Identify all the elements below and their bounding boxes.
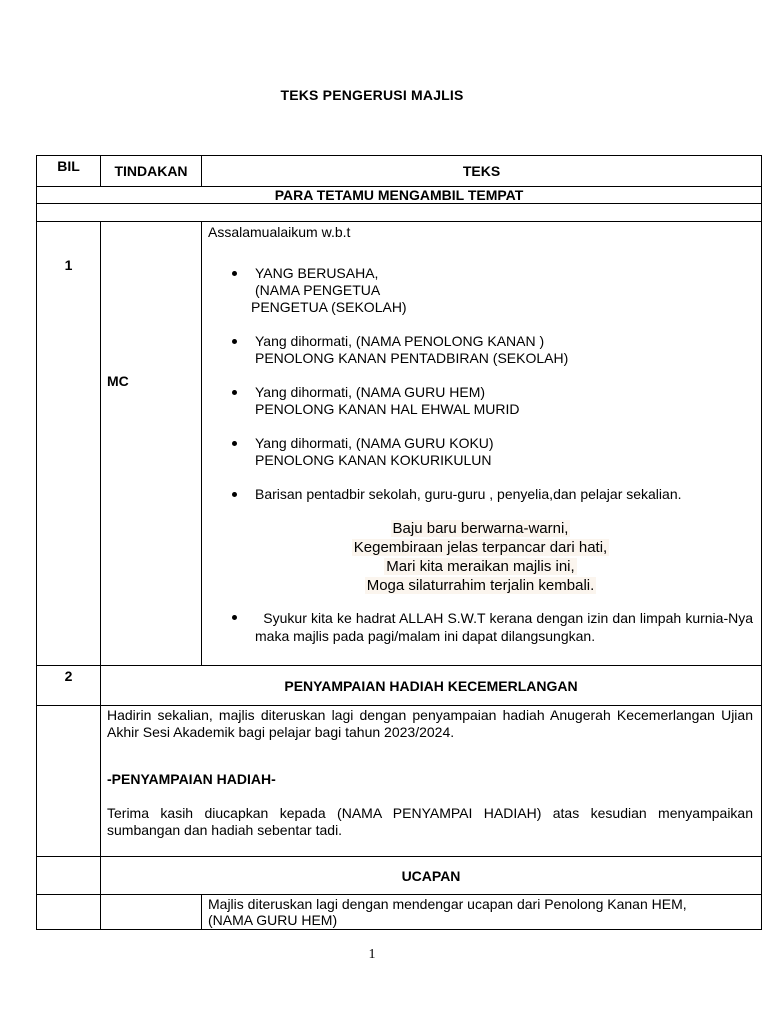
vip-line: PENOLONG KANAN KOKURIKULUN [255,452,492,468]
blank-cell [37,204,762,222]
ucapan-teks [202,895,762,930]
vip-line: PENOLONG KANAN PENTADBIRAN (SEKOLAH) [255,350,569,366]
vip-line: Yang dihormati, (NAMA GURU KOKU) [255,435,494,451]
table-header-row [37,156,762,187]
page-number: 1 [368,947,376,962]
vip-item [255,435,753,469]
row-2-number: 2 [37,666,101,706]
hadiah-thanks: Terima kasih diucapkan kepada (NAMA PENYAMPAI HADIAH) atas kesudian menyampaikan sumbangan dan hadiah sebentar tadi. [107,805,753,838]
closing-list [208,609,753,645]
poem-line: Baju baru berwarna-warni, [392,520,569,537]
ucapan-line: Majlis diteruskan lagi dengan mendengar ucapan dari Penolong Kanan HEM, [208,896,687,912]
closing-text: Syukur kita ke hadrat ALLAH S.W.T kerana dengan izin dan limpah kurnia-Nya maka majlis pada pagi/malam ini dapat dilangsungkan. [255,610,754,644]
poem-line: Kegembiraan jelas terpancar dari hati, [353,539,608,556]
vip-item [255,384,753,418]
vip-item [255,486,753,503]
vip-line: Barisan pentadbir sekolah, guru-guru , penyelia,dan pelajar sekalian. [255,486,682,502]
empty-cell [37,706,101,857]
empty-cell [37,857,101,895]
vip-line: Yang dihormati, (NAMA PENOLONG KANAN ) [255,333,545,349]
ucapan-line: (NAMA GURU HEM) [208,912,338,928]
blank-row [37,204,762,222]
vip-item [251,265,753,316]
vip-line: (NAMA PENGETUA [255,282,381,298]
pantun-poem [208,519,753,595]
row-2-content [37,706,762,857]
vip-line: PENGETUA (SEKOLAH) [251,299,407,315]
vip-line: YANG BERUSAHA, [255,265,379,281]
row-3-content [37,895,762,930]
mc-script-table [36,155,762,930]
vip-line: Yang dihormati, (NAMA GURU HEM) [255,384,486,400]
band-row [37,187,762,204]
greeting-text: Assalamualaikum w.b.t [208,224,351,240]
empty-cell [37,895,101,930]
row-1 [37,222,762,666]
empty-cell [101,895,202,930]
poem-line: Moga silaturrahim terjalin kembali. [366,577,595,594]
vip-line: PENOLONG KANAN HAL EHWAL MURID [255,401,520,417]
document-title: TEKS PENGERUSI MAJLIS [280,87,464,103]
row-1-teks [202,222,762,666]
row-3-header [37,857,762,895]
header-teks: TEKS [202,156,762,187]
poem-line: Mari kita meraikan majlis ini, [386,558,575,575]
hadiah-heading: -PENYAMPAIAN HADIAH- [107,771,276,787]
row-1-tindakan: MC [101,222,202,666]
closing-item [255,609,753,645]
band-para-tetamu: PARA TETAMU MENGAMBIL TEMPAT [37,187,762,204]
section-ucapan: UCAPAN [101,857,762,895]
hadiah-intro: Hadirin sekalian, majlis diteruskan lagi dengan penyampaian hadiah Anugerah Kecemerlangan Ujian Akhir Sesi Akademik bagi pelajar bagi tahun 2023/2024. [107,707,753,740]
section-penyampaian-hadiah: PENYAMPAIAN HADIAH KECEMERLANGAN [101,666,762,706]
header-bil: BIL [37,156,101,187]
vip-list [208,265,753,503]
vip-item [255,333,753,367]
row-1-number: 1 [37,222,101,666]
header-tindakan: TINDAKAN [101,156,202,187]
row-2-header [37,666,762,706]
row-2-teks [101,706,762,857]
